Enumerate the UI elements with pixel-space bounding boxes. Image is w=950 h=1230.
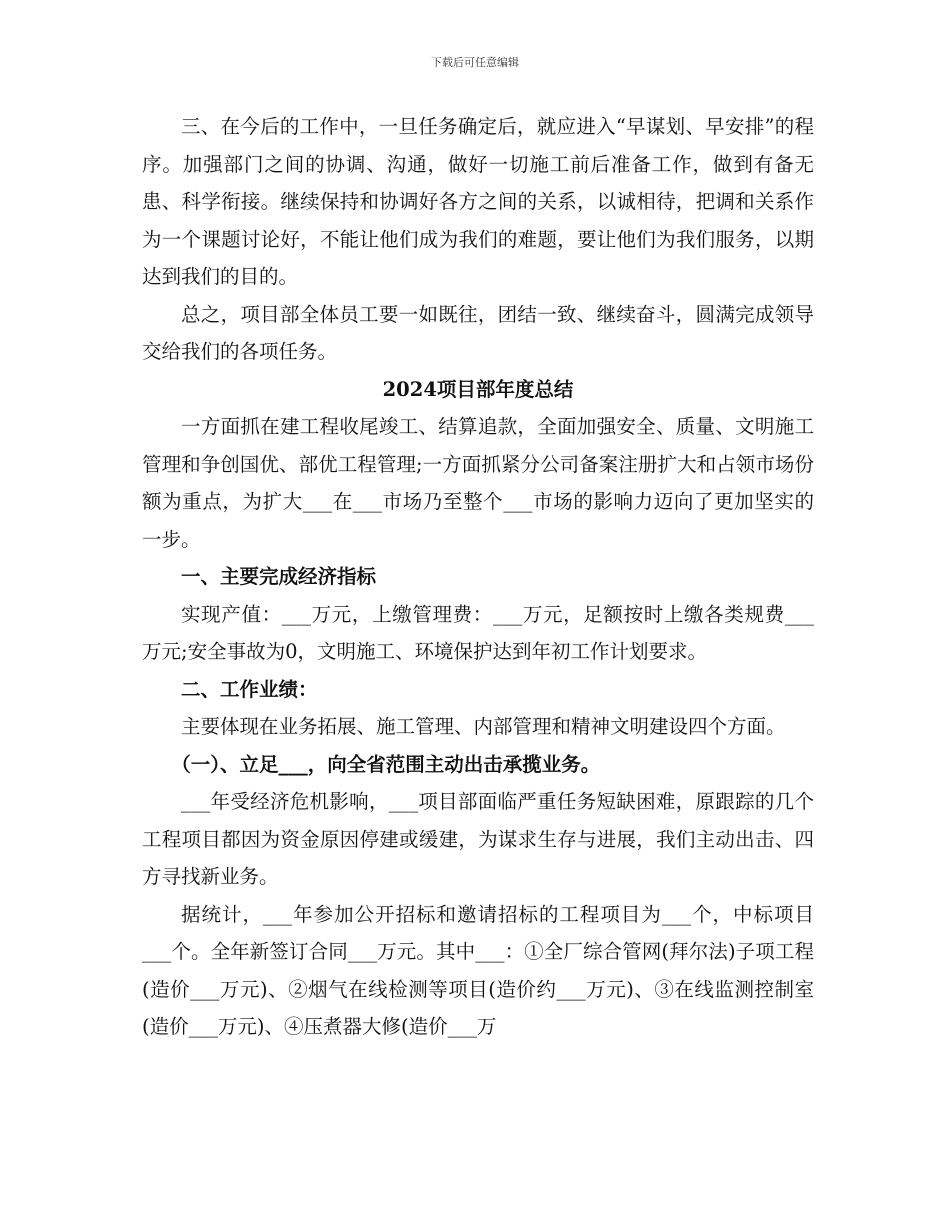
paragraph-statistics: 据统计，___年参加公开招标和邀请招标的工程项目为___个，中标项目___个。全年新签订合同___万元。其中___：①全厂综合管网(拜尔法)子项工程(造价___万元)、②烟气在线检测等项目(造价约___万元)、③在线监测控制室(造价___万元)、④压煮器大修(造价___万 <box>142 902 814 1038</box>
section-heading-economic-indicators: 一、主要完成经济指标 <box>181 565 377 588</box>
paragraph-work-plan: 三、在今后的工作中，一旦任务确定后，就应进入“早谋划、早安排”的程序。加强部门之间的协调、沟通，做好一切施工前后准备工作，做到有备无患、科学衔接。继续保持和协调好各方之间的关系，以诚相待，把调和关系作为一个课题讨论好，不能让他们成为我们的难题，要让他们为我们服务，以期达到我们的目的。 <box>142 115 814 288</box>
subsection-heading-business-expansion: （一）、立足___，向全省范围主动出击承揽业务。 <box>171 752 601 776</box>
page-header-watermark: 下载后可任意编辑 <box>431 56 519 69</box>
paragraph-conclusion: 总之，项目部全体员工要一如既往，团结一致、继续奋斗，圆满完成领导交给我们的各项任务。 <box>142 302 814 363</box>
paragraph-economic-indicators: 实现产值：___万元，上缴管理费：___万元，足额按时上缴各类规费___万元;安全事故为0，文明施工、环境保护达到年初工作计划要求。 <box>142 602 814 663</box>
section-heading-achievements: 二、工作业绩： <box>181 677 318 701</box>
document-title: 2024项目部年度总结 <box>382 377 574 401</box>
paragraph-intro: 一方面抓在建工程收尾竣工、结算追款，全面加强安全、质量、文明施工管理和争创国优、部优工程管理;一方面抓紧分公司备案注册扩大和占领市场份额为重点，为扩大___在___市场乃至整个___市场的影响力迈向了更加坚实的一步。 <box>142 415 814 551</box>
document-body <box>142 108 814 1046</box>
paragraph-economic-crisis: ___年受经济危机影响，___项目部面临严重任务短缺困难，原跟踪的几个工程项目都因为资金原因停建或缓建，为谋求生存与进展，我们主动出击、四方寻找新业务。 <box>142 790 814 888</box>
paragraph-achievements-overview: 主要体现在业务拓展、施工管理、内部管理和精神文明建设四个方面。 <box>181 715 786 738</box>
